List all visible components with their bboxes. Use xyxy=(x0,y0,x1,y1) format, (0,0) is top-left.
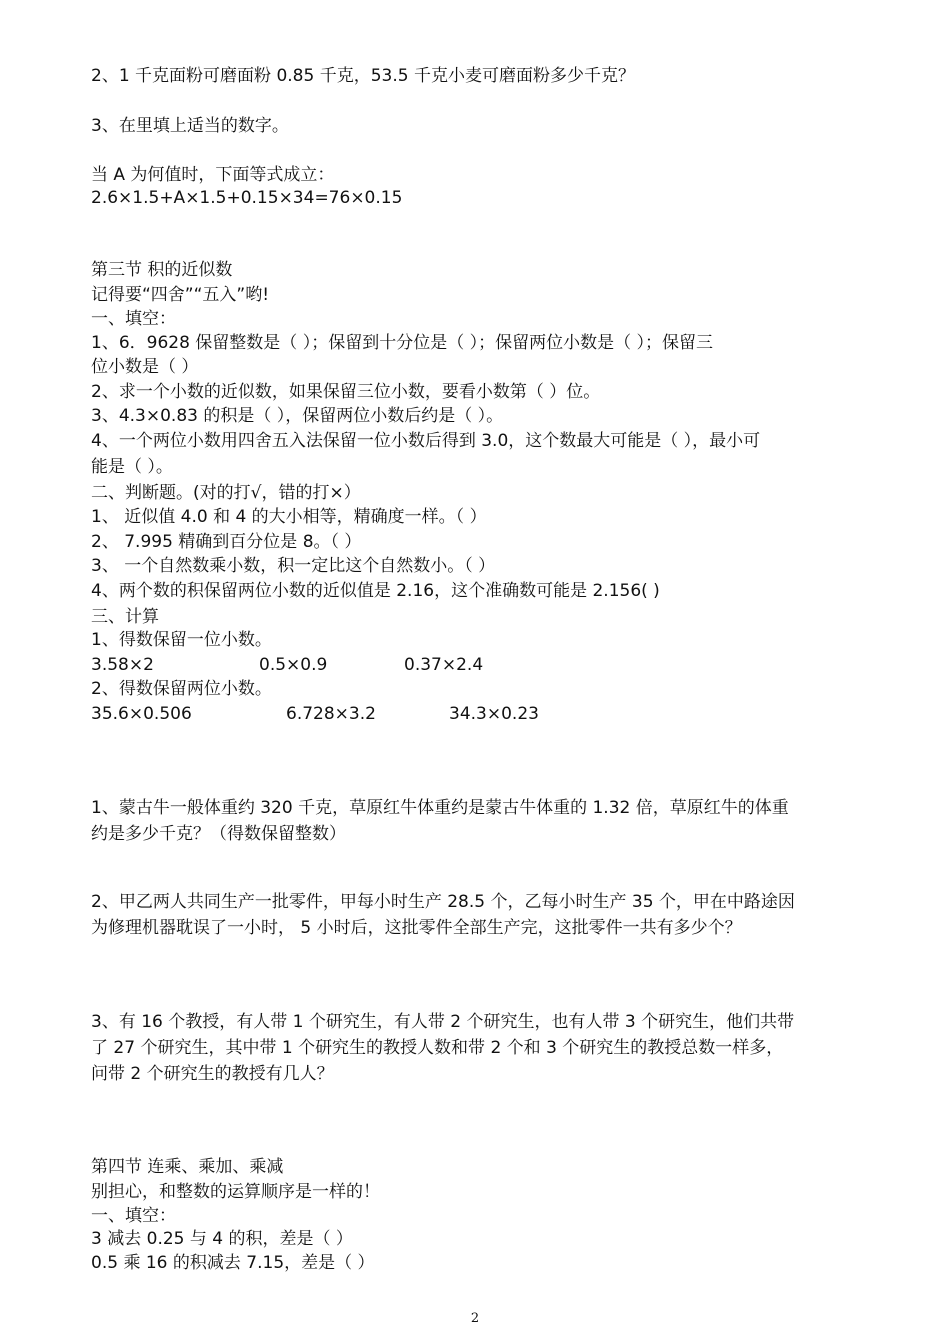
heading-true-false: 二、判断题。(对的打√，错的打×） xyxy=(91,483,361,503)
calc-1b: 0.5×0.9 xyxy=(259,655,328,675)
word-problem-3-cont: 了 27 个研究生，其中带 1 个研究生的教授人数和带 2 个和 3 个研究生的教授总数一样多， xyxy=(91,1038,784,1058)
word-problem-2-cont: 为修理机器耽误了一小时， 5 小时后，这批零件全部生产完，这批零件一共有多少个？ xyxy=(91,918,742,938)
problem-a-value: 当 A 为何值时，下面等式成立： xyxy=(91,165,335,185)
fill-item-2: 2、求一个小数的近似数，如果保留三位小数，要看小数第（ ）位。 xyxy=(91,382,601,402)
heading-fill-blank-4: 一、填空： xyxy=(91,1206,176,1226)
fill-item-4-cont: 能是（ ）。 xyxy=(91,457,173,477)
fill-item-1: 1、6．9628 保留整数是（ ）；保留到十分位是（ ）；保留两位小数是（ ）；保留三 xyxy=(91,333,714,353)
calc-1c: 0.37×2.4 xyxy=(404,655,484,675)
calc-instruction-2: 2、得数保留两位小数。 xyxy=(91,679,272,699)
fill-item-4: 4、一个两位小数用四舍五入法保留一位小数后得到 3.0，这个数最大可能是（ ），最小可 xyxy=(91,431,761,451)
fill-item-3: 3、4.3×0.83 的积是（ ），保留两位小数后约是（ ）。 xyxy=(91,406,504,426)
heading-calc: 三、计算 xyxy=(91,607,159,627)
problem-flour: 2、1 千克面粉可磨面粉 0.85 千克，53.5 千克小麦可磨面粉多少千克？ xyxy=(91,66,635,86)
tf-item-4: 4、两个数的积保留两位小数的近似值是 2.16，这个准确数可能是 2.156( ) xyxy=(91,581,660,601)
calc-2b: 6.728×3.2 xyxy=(286,704,376,724)
word-problem-3: 3、有 16 个教授，有人带 1 个研究生，有人带 2 个研究生，也有人带 3 个研究生，他们共带 xyxy=(91,1012,795,1032)
calc-2a: 35.6×0.506 xyxy=(91,704,192,724)
heading-fill-blank: 一、填空： xyxy=(91,309,176,329)
calc-1a: 3.58×2 xyxy=(91,655,154,675)
fill-item-1-cont: 位小数是（ ） xyxy=(91,357,199,377)
tf-item-1: 1、 近似值 4.0 和 4 的大小相等，精确度一样。（ ） xyxy=(91,507,487,527)
calc-2c: 34.3×0.23 xyxy=(449,704,539,724)
page-number: 2 xyxy=(470,1311,480,1326)
word-problem-1-cont: 约是多少千克？（得数保留整数） xyxy=(91,824,346,844)
word-problem-1: 1、蒙古牛一般体重约 320 千克，草原红牛体重约是蒙古牛体重的 1.32 倍，草原红牛的体重 xyxy=(91,798,789,818)
calc-instruction-1: 1、得数保留一位小数。 xyxy=(91,630,272,650)
word-problem-2: 2、甲乙两人共同生产一批零件，甲每小时生产 28.5 个，乙每小时生产 35 个，甲在中路途因 xyxy=(91,892,795,912)
fill-item-4-2: 0.5 乘 16 的积减去 7.15，差是（ ） xyxy=(91,1253,375,1273)
section-title-3: 第三节 积的近似数 xyxy=(91,260,233,280)
section-title-4: 第四节 连乘、乘加、乘减 xyxy=(91,1157,284,1177)
equation: 2.6×1.5+A×1.5+0.15×34=76×0.15 xyxy=(91,188,403,208)
section-tip-3: 记得要“四舍”“五入”哟! xyxy=(91,285,270,305)
word-problem-3-cont2: 问带 2 个研究生的教授有几人？ xyxy=(91,1064,334,1084)
tf-item-3: 3、 一个自然数乘小数，积一定比这个自然数小。（ ） xyxy=(91,556,496,576)
tf-item-2: 2、 7.995 精确到百分位是 8。（ ） xyxy=(91,532,362,552)
problem-fill-digits: 3、在里填上适当的数字。 xyxy=(91,116,289,136)
section-tip-4: 别担心，和整数的运算顺序是一样的！ xyxy=(91,1182,380,1202)
fill-item-4-1: 3 减去 0.25 与 4 的积，差是（ ） xyxy=(91,1229,353,1249)
